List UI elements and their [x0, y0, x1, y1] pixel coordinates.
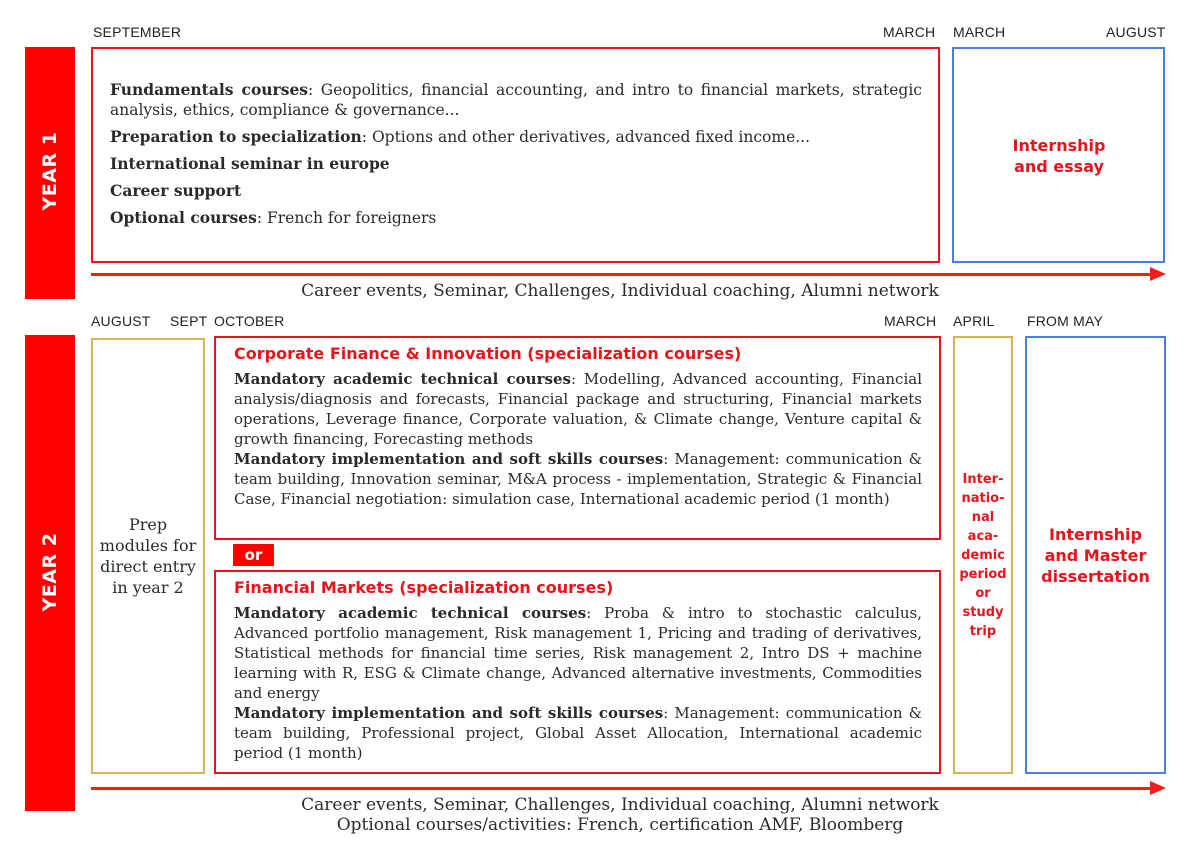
- arrowhead-icon: [1150, 267, 1166, 281]
- track-section: [234, 449, 922, 509]
- item-heading: Preparation to specialization: [110, 127, 362, 146]
- year2-timeline-arrow: [91, 787, 1151, 790]
- year2-footer-line2: Optional courses/activities: French, certification AMF, Bloomberg: [336, 815, 904, 835]
- item-heading: Optional courses: [110, 208, 257, 227]
- year1-internship-box: [952, 47, 1165, 263]
- item-text: : Options and other derivatives, advanced fixed income...: [361, 128, 811, 146]
- item-heading: Career support: [110, 181, 242, 200]
- track-corporate-finance: [234, 344, 922, 509]
- track-financial-markets: [234, 578, 922, 763]
- month-label-sept: SEPT: [170, 313, 208, 329]
- year2-footer-line1: Career events, Seminar, Challenges, Individual coaching, Alumni network: [301, 795, 939, 815]
- year1-label: YEAR 1: [39, 131, 61, 211]
- prep-modules-label: Prep modules for direct entry in year 2: [99, 515, 197, 597]
- international-period-box: [953, 336, 1013, 774]
- section-text: : Management: communication & team building, Professional project, Global Asset Allocation, International academic period (1 month): [234, 704, 923, 762]
- month-label-september: SEPTEMBER: [93, 24, 182, 40]
- section-text: : Management: communication & team building, Innovation seminar, M&A process - implementation, Strategic & Financial Case, Financial negotiation: simulation case, International academic period (1 month): [234, 450, 923, 508]
- year1-timeline-arrow: [91, 273, 1151, 276]
- item-heading: Fundamentals courses: [110, 80, 309, 99]
- arrowhead-icon: [1150, 781, 1166, 795]
- month-label-april: APRIL: [953, 313, 995, 329]
- year1-item: [110, 127, 922, 147]
- section-text: : Proba & intro to stochastic calculus, Advanced portfolio management, Risk management 1, Pricing and trading of derivatives, Statistical methods for financial time series, Risk management 2, Intro DS + machine learning with R, ESG & Climate change, Advanced alternative investments, Commodities and energy: [234, 604, 922, 702]
- year1-item: [110, 154, 922, 174]
- year1-item: [110, 208, 922, 228]
- month-label-august: AUGUST: [91, 313, 151, 329]
- month-label-march: MARCH: [884, 313, 937, 329]
- month-label-march: MARCH: [883, 24, 936, 40]
- item-text: : French for foreigners: [256, 209, 437, 227]
- section-text: : Modelling, Advanced accounting, Financial analysis/diagnosis and forecasts, Financial package and structuring, Financial markets operations, Leverage finance, Corporate valuation, & Climate change, Venture capital & growth financing, Forecasting methods: [234, 370, 923, 448]
- item-heading: International seminar in europe: [110, 154, 390, 173]
- track-title: Financial Markets (specialization courses): [234, 578, 614, 597]
- or-badge: or: [233, 544, 274, 566]
- track-section: [234, 703, 922, 763]
- year1-bar: [25, 47, 75, 299]
- year2-footer: [91, 795, 1149, 835]
- item-text: : Geopolitics, financial accounting, and intro to financial markets, strategic analysis, ethics, compliance & governance...: [110, 81, 922, 119]
- section-heading: Mandatory academic technical courses: [234, 604, 587, 622]
- year1-internship-label: Internship and essay: [1012, 136, 1106, 176]
- international-period-label: Inter- natio- nal aca- demic period or study trip: [959, 471, 1007, 639]
- month-label-from-may: FROM MAY: [1027, 313, 1104, 329]
- track-section: [234, 369, 922, 449]
- month-label-august: AUGUST: [1106, 24, 1166, 40]
- year1-item: [110, 181, 922, 201]
- month-label-october: OCTOBER: [214, 313, 285, 329]
- month-label-march-internship: MARCH: [953, 24, 1006, 40]
- year2-internship-box: [1025, 336, 1166, 774]
- year1-item: [110, 80, 922, 120]
- section-heading: Mandatory academic technical courses: [234, 370, 571, 388]
- year2-bar: [25, 335, 75, 811]
- year2-internship-label: Internship and Master dissertation: [1041, 524, 1150, 586]
- year2-label: YEAR 2: [39, 532, 61, 612]
- section-heading: Mandatory implementation and soft skills courses: [234, 704, 664, 722]
- year1-courses-list: [110, 80, 922, 235]
- prep-modules-box: [91, 338, 205, 774]
- track-title: Corporate Finance & Innovation (specialization courses): [234, 344, 742, 363]
- section-heading: Mandatory implementation and soft skills courses: [234, 450, 664, 468]
- track-section: [234, 603, 922, 703]
- year1-footer: Career events, Seminar, Challenges, Individual coaching, Alumni network: [301, 281, 939, 301]
